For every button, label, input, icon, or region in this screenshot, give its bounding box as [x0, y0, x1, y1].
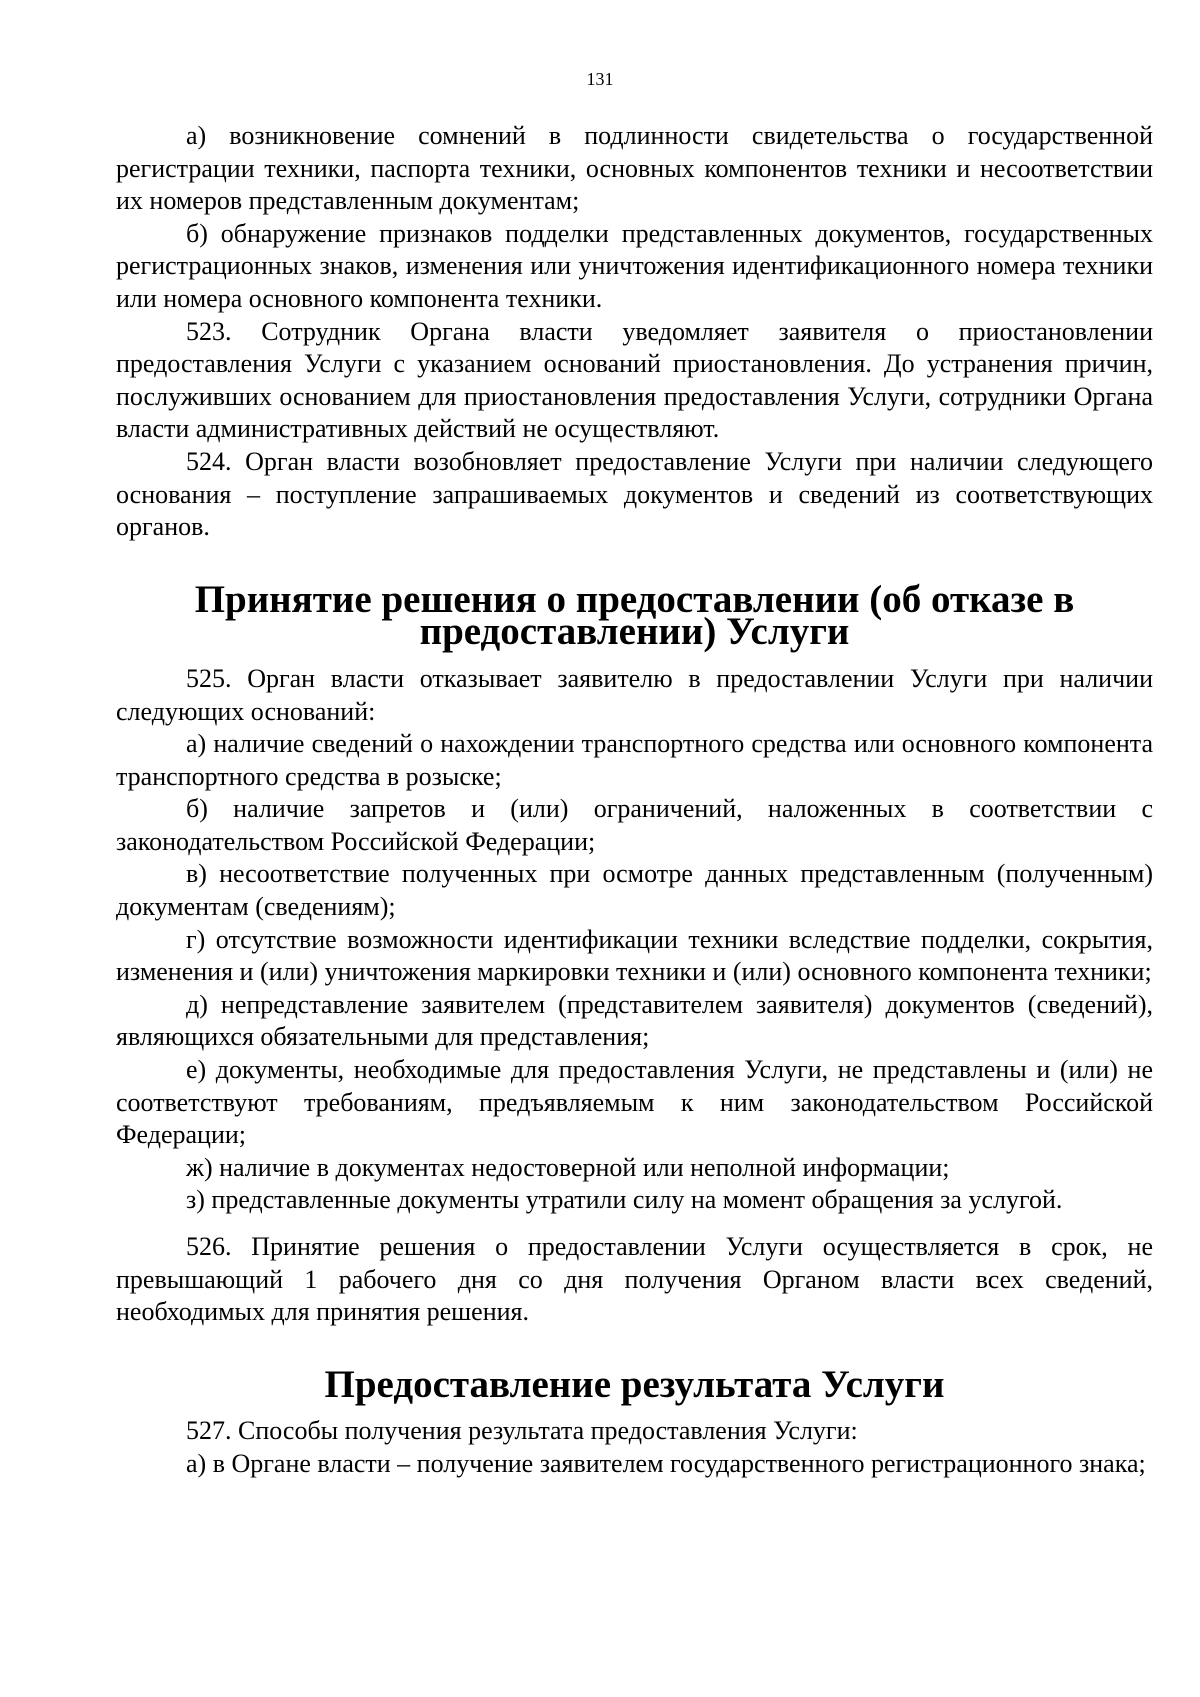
paragraph-525: 525. Орган власти отказывает заявителю в предоставлении Услуги при наличии следующих оснований:: [116, 663, 1153, 726]
heading-result: Предоставление результата Услуги: [324, 1362, 945, 1406]
paragraph-item-b-forgery: б) обнаружение признаков подделки представленных документов, государственных регистрационных знаков, изменения или уничтожения идентификационного номера техники или номера основного компонента техники.: [116, 218, 1153, 313]
heading-decision: Принятие решения о предоставлении (об отказе в предоставлении) Услуги: [194, 577, 1075, 654]
paragraph-526: 526. Принятие решения о предоставлении Услуги осуществляется в срок, не превышающий 1 рабочего дня со дня получения Органом власти всех сведений, необходимых для принятия решения.: [116, 1232, 1153, 1327]
paragraph-524: 524. Орган власти возобновляет предоставление Услуги при наличии следующего основания – поступление запрашиваемых документов и сведений из соответствующих органов.: [116, 446, 1153, 542]
result-item-a: а) в Органе власти – получение заявителем государственного регистрационного знака;: [186, 1448, 1146, 1478]
refusal-item-c: в) несоответствие полученных при осмотре данных представленным (полученным) документам (сведениям);: [116, 859, 1153, 922]
paragraph-item-a-doubts: а) возникновение сомнений в подлинности свидетельства о государственной регистрации техники, паспорта техники, основных компонентов техники и несоответствии их номеров представленным документам;: [116, 121, 1153, 216]
document-body: [116, 120, 1153, 1481]
refusal-item-e: д) непредставление заявителем (представителем заявителя) документов (сведений), являющихся обязательными для представления;: [116, 989, 1153, 1052]
refusal-item-b: б) наличие запретов и (или) ограничений, наложенных в соответствии с законодательством Российской Федерации;: [116, 794, 1153, 856]
refusal-item-g: ж) наличие в документах недостоверной или неполной информации;: [186, 1152, 950, 1182]
spacer: [116, 1217, 1153, 1231]
refusal-item-f: е) документы, необходимые для предоставления Услуги, не представлены и (или) не соответствуют требованиям, предъявляемым к ним законодательством Российской Федерации;: [116, 1055, 1153, 1150]
page-number: 131: [586, 69, 614, 89]
refusal-item-h: з) представленные документы утратили силу на момент обращения за услугой.: [186, 1185, 1063, 1215]
refusal-item-a: а) наличие сведений о нахождении транспортного средства или основного компонента транспортного средства в розыске;: [116, 729, 1153, 791]
refusal-item-d: г) отсутствие возможности идентификации техники вследствие подделки, сокрытия, изменения и (или) уничтожения маркировки техники и (или) основного компонента техники;: [116, 924, 1153, 987]
paragraph-527: 527. Способы получения результата предоставления Услуги:: [186, 1416, 858, 1446]
paragraph-523: 523. Сотрудник Органа власти уведомляет заявителя о приостановлении предоставления Услуги с указанием оснований приостановления. До устранения причин, послуживших основанием для приостановления предоставления Услуги, сотрудники Органа власти административных действий не осуществляют.: [116, 316, 1153, 444]
